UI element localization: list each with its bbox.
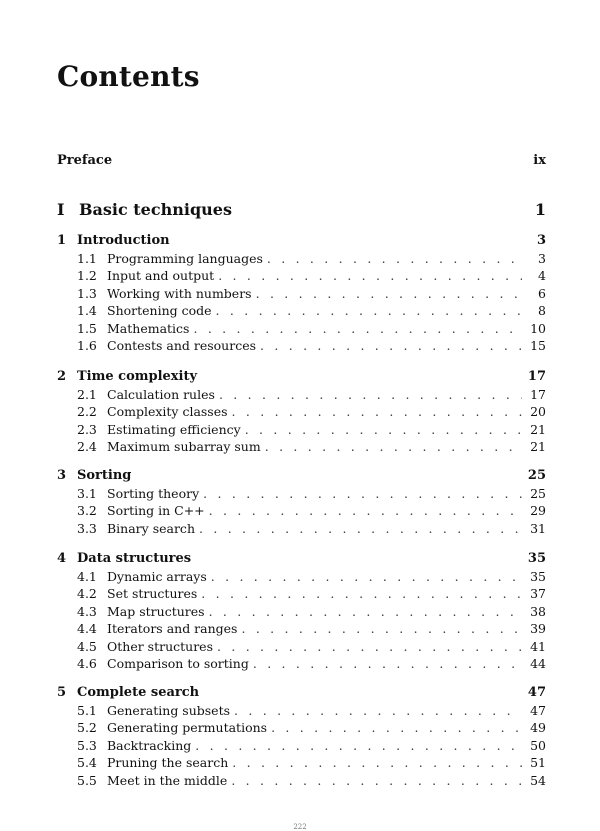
- section-number: 1.5: [77, 320, 97, 336]
- section-label: Sorting theory: [107, 486, 200, 501]
- section-label: Maximum subarray sum: [107, 439, 261, 455]
- toc-section-row[interactable]: [77, 569, 546, 584]
- toc-section-row[interactable]: [77, 773, 546, 788]
- part-number: I: [57, 200, 65, 219]
- toc-section-row[interactable]: [77, 738, 546, 753]
- section-number: 5.1: [77, 703, 97, 718]
- section-label: Sorting in C++: [107, 503, 205, 519]
- toc-chapter-row[interactable]: [57, 551, 546, 566]
- toc-chapter-row[interactable]: [57, 369, 546, 384]
- section-label: Complexity classes: [107, 404, 228, 420]
- section-number: 4.2: [77, 586, 97, 602]
- section-number: 3.1: [77, 486, 97, 501]
- section-page: 8: [538, 303, 546, 319]
- dot-leader: [218, 268, 522, 283]
- toc-section-row[interactable]: [77, 338, 546, 353]
- section-number: 4.1: [77, 569, 97, 584]
- section-page: 51: [530, 755, 546, 771]
- section-page: 35: [530, 569, 546, 584]
- section-number: 1.1: [77, 251, 97, 266]
- section-page: 49: [530, 720, 546, 736]
- section-page: 47: [530, 703, 546, 718]
- toc-preface-row[interactable]: [57, 153, 546, 168]
- section-number: 2.4: [77, 439, 97, 455]
- section-label: Dynamic arrays: [107, 569, 207, 584]
- dot-leader: [195, 738, 522, 753]
- dot-leader: [267, 251, 522, 266]
- chapter-label: Introduction: [77, 233, 170, 248]
- dot-leader: [245, 422, 522, 437]
- section-page: 41: [530, 638, 546, 654]
- dot-leader: [231, 773, 522, 788]
- chapter-page: 35: [527, 551, 546, 566]
- section-page: 25: [530, 486, 546, 501]
- toc-chapter-row[interactable]: [57, 685, 546, 700]
- dot-leader: [260, 338, 522, 353]
- page-title: Contents: [57, 60, 200, 93]
- dot-leader: [271, 720, 522, 735]
- toc-section-row[interactable]: [77, 656, 546, 671]
- toc-section-row[interactable]: [77, 321, 546, 336]
- dot-leader: [216, 303, 522, 318]
- toc-section-row[interactable]: [77, 486, 546, 501]
- dot-leader: [217, 639, 522, 654]
- toc-section-row[interactable]: [77, 387, 546, 402]
- section-number: 5.5: [77, 772, 97, 788]
- section-page: 38: [530, 603, 546, 619]
- section-label: Pruning the search: [107, 755, 229, 771]
- section-label: Binary search: [107, 520, 195, 536]
- dot-leader: [203, 486, 522, 501]
- section-page: 44: [530, 656, 546, 671]
- section-page: 39: [530, 621, 546, 637]
- section-page: 29: [530, 503, 546, 519]
- chapter-number: 1: [57, 233, 67, 248]
- section-label: Comparison to sorting: [107, 656, 249, 671]
- toc-chapter-row[interactable]: [57, 233, 546, 248]
- section-page: 15: [530, 338, 546, 353]
- section-page: 31: [530, 520, 546, 536]
- section-number: 1.4: [77, 303, 97, 319]
- chapter-number: 4: [57, 551, 67, 566]
- section-page: 17: [530, 387, 546, 402]
- section-label: Generating subsets: [107, 703, 231, 718]
- toc-section-row[interactable]: [77, 251, 546, 266]
- chapter-label: Sorting: [77, 468, 132, 483]
- toc-section-row[interactable]: [77, 268, 546, 283]
- toc-chapter-row[interactable]: [57, 468, 546, 483]
- section-number: 5.4: [77, 755, 97, 771]
- dot-leader: [209, 604, 522, 619]
- toc-section-row[interactable]: [77, 422, 546, 437]
- dot-leader: [256, 286, 522, 301]
- section-number: 3.2: [77, 503, 97, 519]
- toc-section-row[interactable]: [77, 286, 546, 301]
- section-label: Programming languages: [107, 251, 263, 266]
- section-page: 37: [530, 586, 546, 602]
- chapter-label: Time complexity: [77, 369, 198, 384]
- dot-leader: [253, 656, 522, 671]
- toc-section-row[interactable]: [77, 755, 546, 770]
- section-number: 4.3: [77, 603, 97, 619]
- toc-section-row[interactable]: [77, 604, 546, 619]
- section-label: Mathematics: [107, 320, 190, 336]
- dot-leader: [209, 503, 522, 518]
- section-label: Iterators and ranges: [107, 621, 238, 637]
- chapter-label: Data structures: [77, 551, 192, 566]
- preface-page: ix: [533, 153, 546, 168]
- section-label: Calculation rules: [107, 387, 215, 402]
- page-footer-number: 222: [293, 823, 307, 831]
- section-label: Backtracking: [107, 737, 192, 753]
- dot-leader: [199, 521, 522, 536]
- toc-part-row[interactable]: [57, 200, 546, 219]
- dot-leader: [193, 321, 522, 336]
- section-label: Input and output: [107, 268, 215, 284]
- section-label: Set structures: [107, 586, 198, 602]
- toc-section-row[interactable]: [77, 586, 546, 601]
- section-number: 1.3: [77, 285, 97, 301]
- dot-leader: [211, 569, 522, 584]
- dot-leader: [265, 439, 522, 454]
- section-label: Meet in the middle: [107, 772, 228, 788]
- toc-section-row[interactable]: [77, 303, 546, 318]
- toc-section-row[interactable]: [77, 639, 546, 654]
- toc-section-row[interactable]: [77, 439, 546, 454]
- chapter-page: 47: [527, 685, 546, 700]
- chapter-page: 3: [536, 233, 546, 248]
- dot-leader: [241, 621, 522, 636]
- section-page: 20: [530, 404, 546, 420]
- dot-leader: [232, 755, 522, 770]
- section-label: Contests and resources: [107, 338, 257, 353]
- section-page: 21: [530, 439, 546, 455]
- section-number: 4.5: [77, 638, 97, 654]
- part-page: 1: [534, 200, 546, 219]
- section-page: 54: [530, 772, 546, 788]
- section-label: Other structures: [107, 638, 213, 654]
- chapter-page: 17: [527, 369, 546, 384]
- section-page: 3: [538, 251, 546, 266]
- section-label: Map structures: [107, 603, 205, 619]
- section-number: 5.3: [77, 737, 97, 753]
- toc-section-row[interactable]: [77, 703, 546, 718]
- section-page: 4: [538, 268, 546, 284]
- preface-label: Preface: [57, 153, 113, 168]
- toc-section-row[interactable]: [77, 621, 546, 636]
- dot-leader: [234, 703, 522, 718]
- section-number: 1.2: [77, 268, 97, 284]
- section-number: 3.3: [77, 520, 97, 536]
- section-label: Working with numbers: [107, 285, 252, 301]
- chapter-label: Complete search: [77, 685, 200, 700]
- toc-section-row[interactable]: [77, 404, 546, 419]
- toc-section-row[interactable]: [77, 521, 546, 536]
- toc-section-row[interactable]: [77, 503, 546, 518]
- part-label: Basic techniques: [79, 200, 232, 219]
- chapter-number: 2: [57, 369, 67, 384]
- section-number: 2.3: [77, 421, 97, 437]
- section-page: 50: [530, 737, 546, 753]
- section-label: Estimating efficiency: [107, 421, 241, 437]
- section-number: 2.2: [77, 404, 97, 420]
- toc-section-row[interactable]: [77, 720, 546, 735]
- section-page: 21: [530, 421, 546, 437]
- dot-leader: [201, 586, 522, 601]
- dot-leader: [232, 404, 522, 419]
- section-number: 4.4: [77, 621, 97, 637]
- section-page: 6: [538, 285, 546, 301]
- chapter-number: 5: [57, 685, 67, 700]
- section-page: 10: [530, 320, 546, 336]
- chapter-number: 3: [57, 468, 67, 483]
- dot-leader: [219, 387, 522, 402]
- section-number: 1.6: [77, 338, 97, 353]
- section-label: Shortening code: [107, 303, 212, 319]
- section-number: 2.1: [77, 387, 97, 402]
- chapter-page: 25: [527, 468, 546, 483]
- section-label: Generating permutations: [107, 720, 268, 736]
- section-number: 5.2: [77, 720, 97, 736]
- section-number: 4.6: [77, 656, 97, 671]
